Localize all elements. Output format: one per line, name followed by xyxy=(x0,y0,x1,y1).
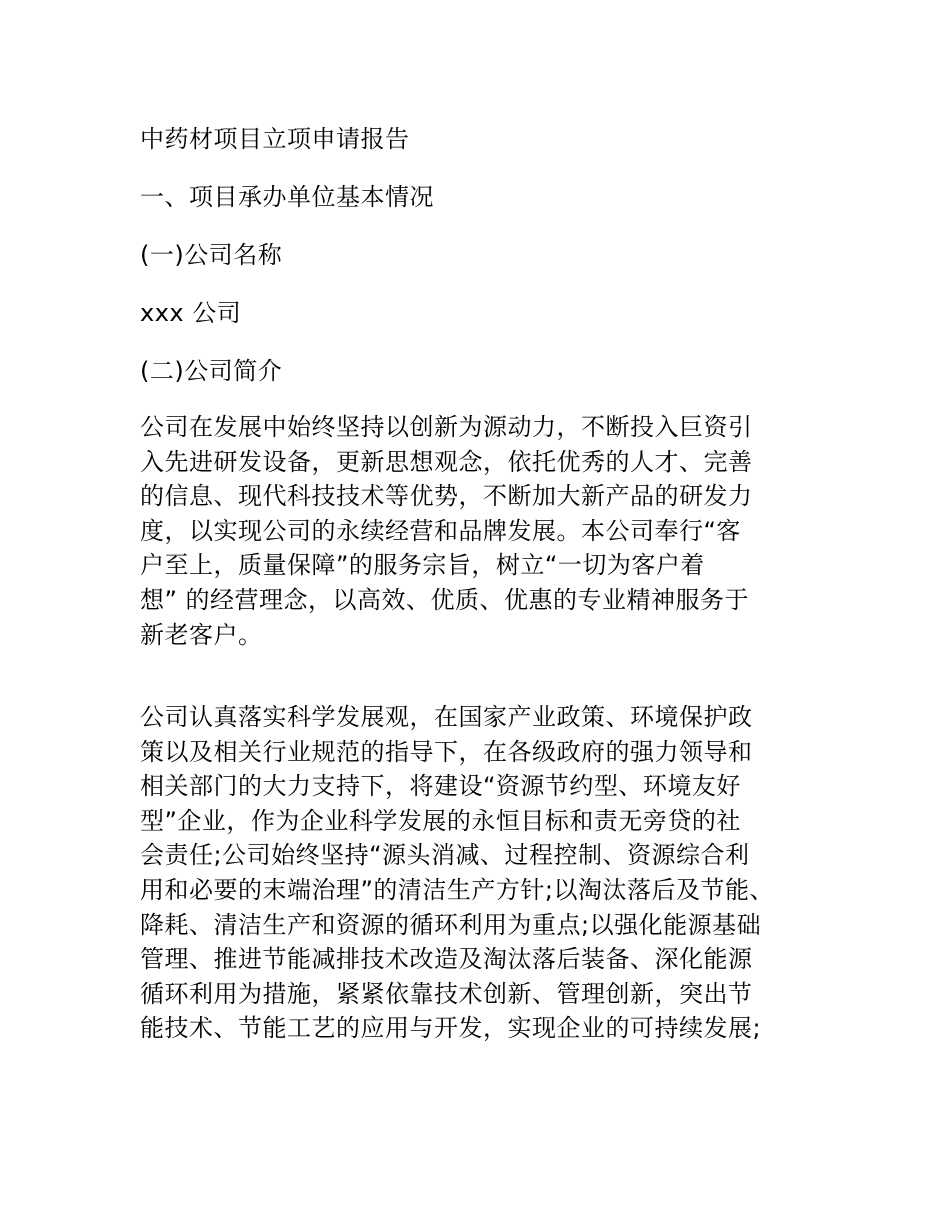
paragraph-line: 想” 的经营理念，以高效、优质、优惠的专业精神服务于 xyxy=(140,585,750,614)
paragraph-line: 公司在发展中始终坚持以创新为源动力，不断投入巨资引 xyxy=(140,413,753,441)
paragraph-line: 管理、推进节能减排技术改造及淘汰落后装备、深化能源 xyxy=(140,945,753,974)
paragraph-line: 度，以实现公司的永续经营和品牌发展。本公司奉行“客 xyxy=(140,516,741,545)
paragraph-company-intro xyxy=(140,410,812,652)
paragraph-line: 户至上，质量保障”的服务宗旨，树立“一切为客户着 xyxy=(140,551,705,580)
paragraph-line: 策以及相关行业规范的指导下，在各级政府的强力领导和 xyxy=(140,737,753,766)
subsection-heading-company-intro: (二)公司简介 xyxy=(140,357,283,385)
paragraph-line: 会责任;公司始终坚持“源头消减、过程控制、资源综合利 xyxy=(140,841,750,870)
paragraph-line: 能技术、节能工艺的应用与开发，实现企业的可持续发展; xyxy=(140,1014,762,1043)
paragraph-development xyxy=(140,700,812,1046)
paragraph-line: 用和必要的末端治理”的清洁生产方针;以淘汰落后及节能、 xyxy=(140,875,775,904)
paragraph-line: 型”企业，作为企业科学发展的永恒目标和责无旁贷的社 xyxy=(140,806,741,835)
paragraph-line: 降耗、清洁生产和资源的循环利用为重点;以强化能源基础 xyxy=(140,910,762,939)
paragraph-line: 循环利用为措施，紧紧依靠技术创新、管理创新，突出节 xyxy=(140,979,753,1008)
paragraph-line: 新老客户。 xyxy=(140,620,263,649)
section-heading: 一、项目承办单位基本情况 xyxy=(140,183,434,211)
paragraph-line: 的信息、现代科技技术等优势，不断加大新产品的研发力 xyxy=(140,482,753,511)
company-name: xxx 公司 xyxy=(140,299,242,327)
document-title: 中药材项目立项申请报告 xyxy=(140,125,410,153)
paragraph-line: 相关部门的大力支持下，将建设“资源节约型、环境友好 xyxy=(140,772,741,801)
subsection-heading-company-name: (一)公司名称 xyxy=(140,241,283,269)
paragraph-line: 入先进研发设备，更新思想观念，依托优秀的人才、完善 xyxy=(140,447,753,476)
paragraph-line: 公司认真落实科学发展观，在国家产业政策、环境保护政 xyxy=(140,703,753,731)
